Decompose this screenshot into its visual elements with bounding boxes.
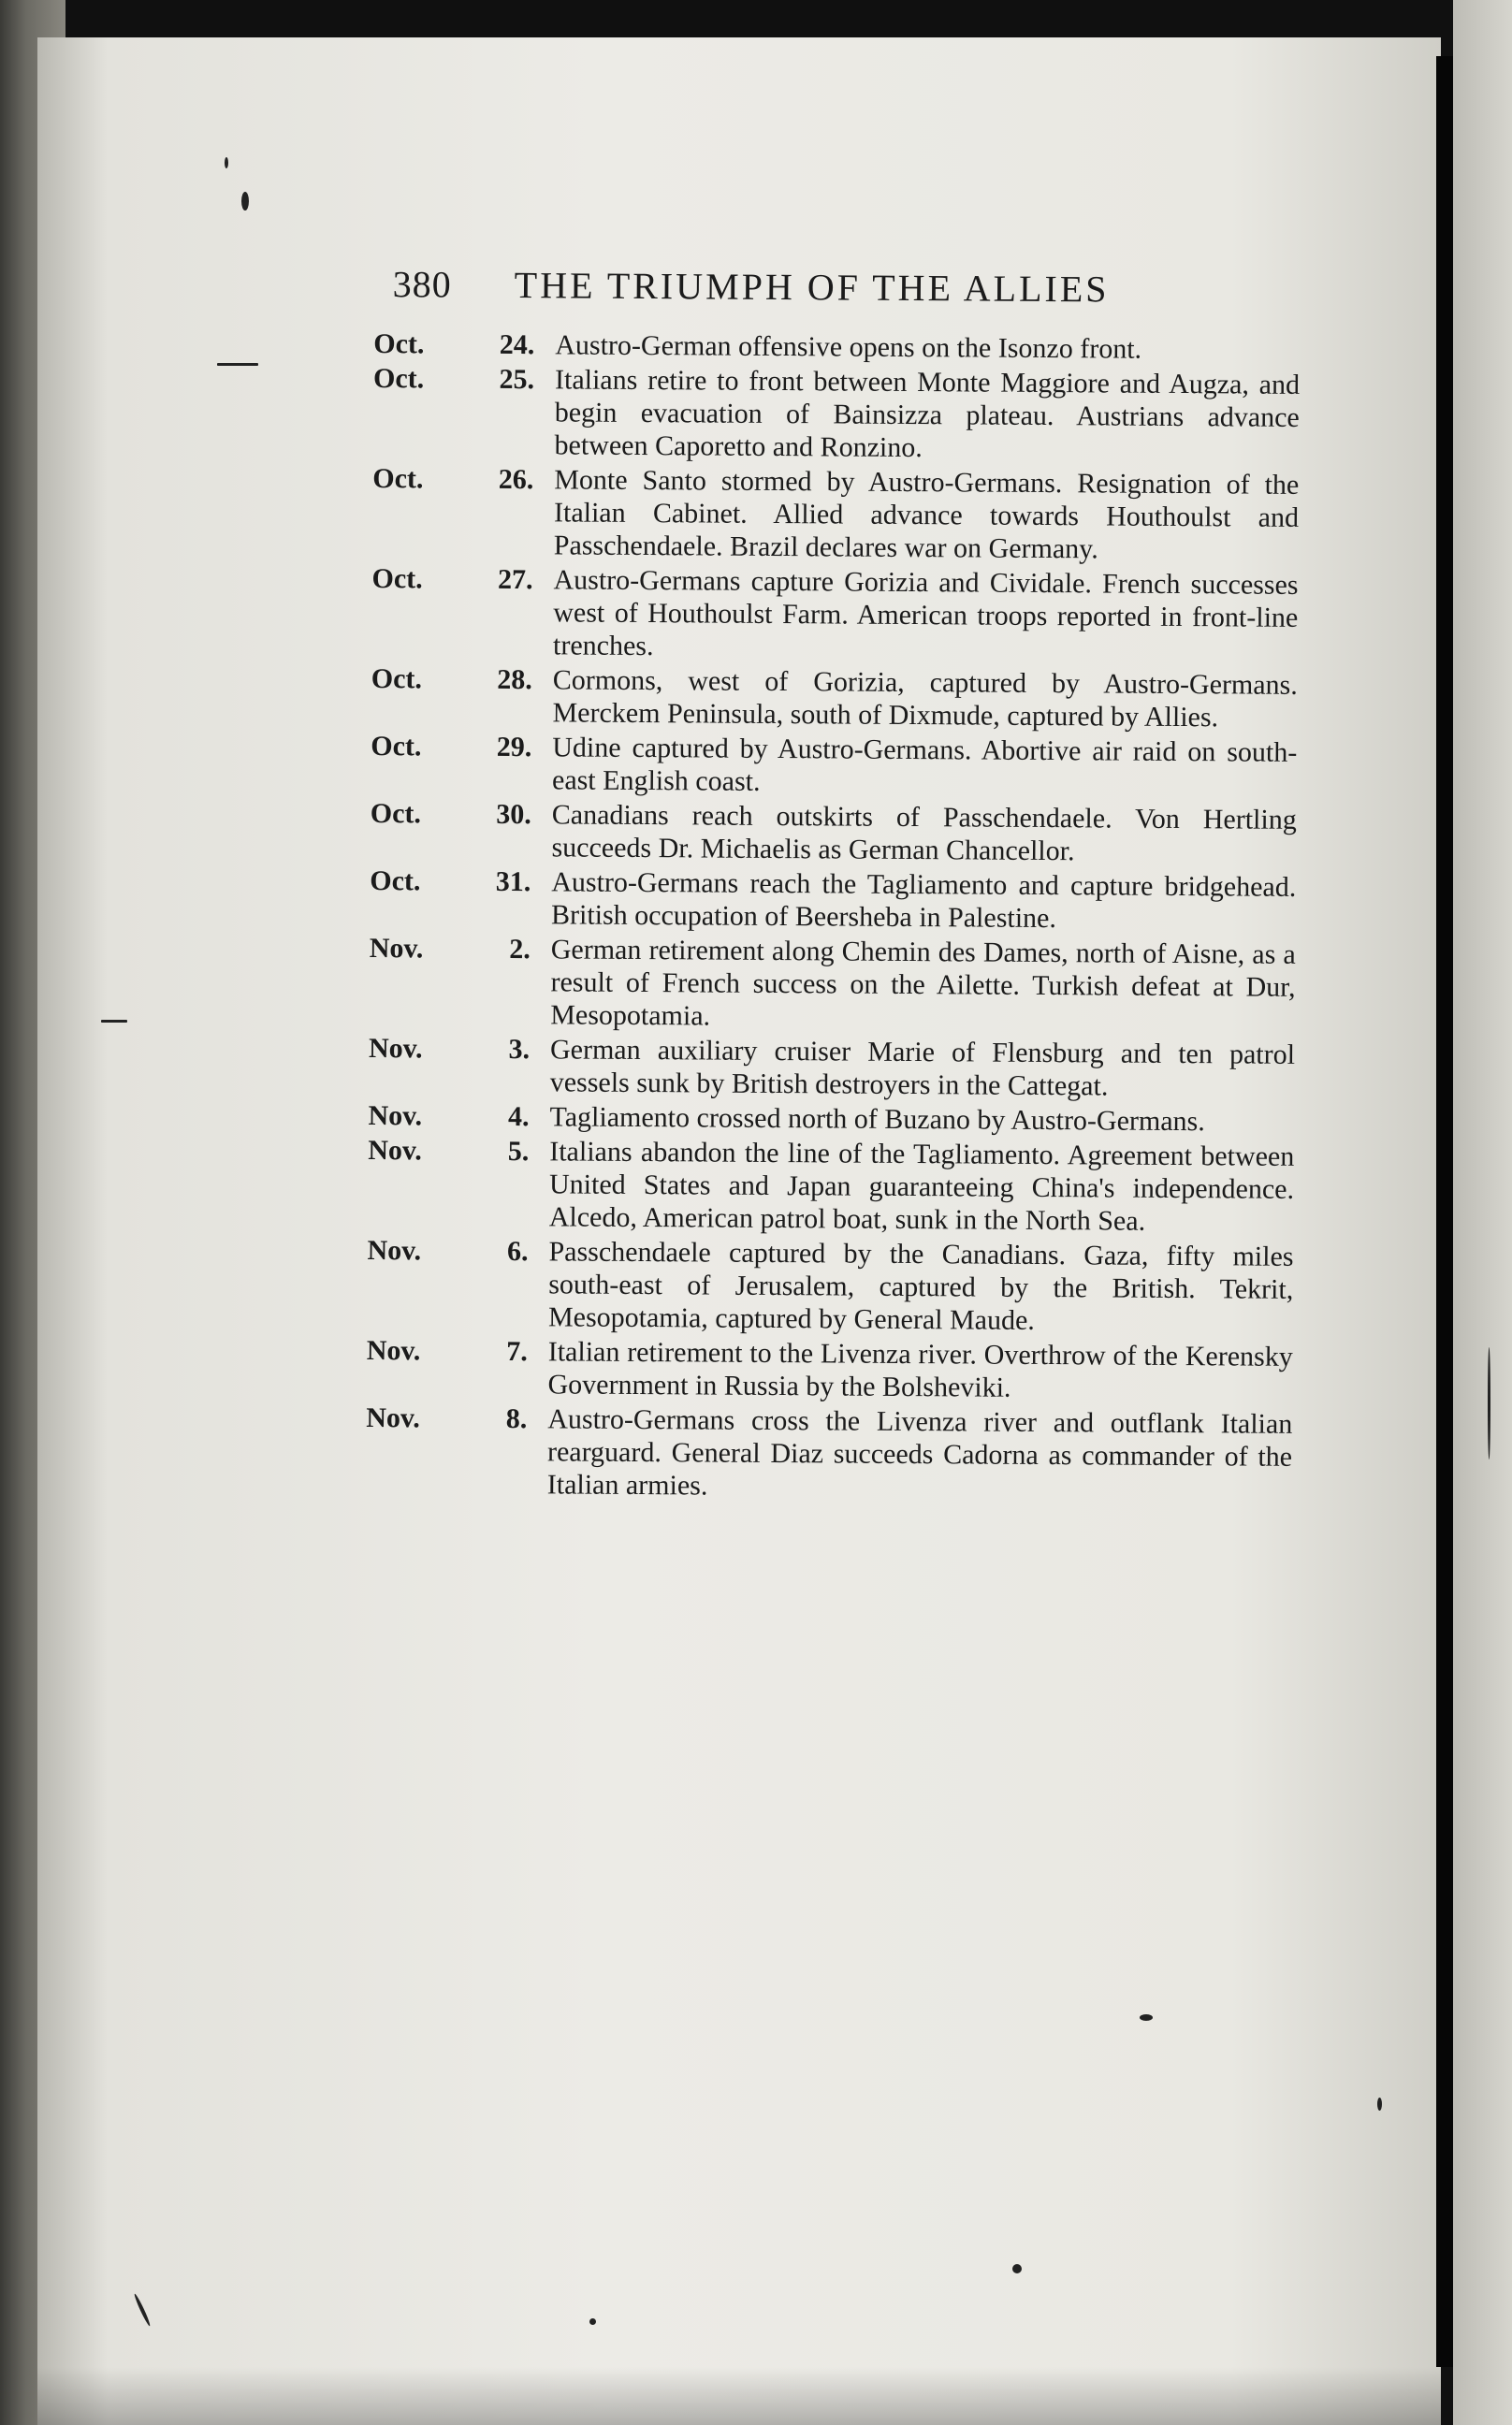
- entry-day: 7.: [506, 1336, 528, 1368]
- entry-day: 31.: [495, 865, 531, 898]
- entry-day: 8.: [505, 1403, 528, 1435]
- entry-day: 30.: [496, 798, 531, 831]
- entry-text: Austro-Germans reach the Tagliamento and capture bridgehead. British occupation of Beersheba in Palestine.: [550, 866, 1297, 935]
- entry-text: Passchendaele captured by the Canadians. Gaza, fifty miles south-east of Jerusalem, captured by the British. Tekrit, Mesopotamia, captured by General Maude.: [547, 1236, 1294, 1336]
- entry-text: Tagliamento crossed north of Buzano by Austro-Germans.: [549, 1101, 1205, 1138]
- entry-text: Austro-Germans capture Gorizia and Cividale. French successes west of Houthoulst Farm. American troops reported in front-line trenches.: [552, 564, 1299, 662]
- entry-month: Oct.: [370, 797, 422, 830]
- entry-text: Italians retire to front between Monte Maggiore and Augza, and begin evacuation of Bainsizza plateau. Austrians advance between Caporetto and Ronzino.: [554, 364, 1301, 464]
- entry-text: German retirement along Chemin des Dames, north of Aisne, as a result of French success on the Ailette. Turkish defeat at Dur, Mesopotamia.: [550, 934, 1296, 1032]
- entry-text: Italians abandon the line of the Tagliamento. Agreement between United States and Japan guaranteeing China's independence. Alcedo, American patrol boat, sunk in the North Sea.: [548, 1136, 1295, 1237]
- chronology-entry: [372, 362, 1300, 467]
- chronology-entry: [368, 1134, 1295, 1239]
- chronology-entry: [366, 1401, 1293, 1506]
- entry-day: 29.: [496, 731, 532, 763]
- entry-text: German auxiliary cruiser Marie of Flensburg and ten patrol vessels sunk by British destroyers in the Cattegat.: [549, 1034, 1296, 1102]
- entry-text: Austro-Germans cross the Livenza river and outflank Italian rearguard. General Diaz succeeds Cadorna as commander of the Italian armies.: [546, 1403, 1293, 1502]
- entry-month: Nov.: [369, 932, 424, 965]
- entry-day: 28.: [497, 663, 532, 696]
- chronology-entry: [371, 730, 1297, 802]
- chronology-entry: [370, 797, 1296, 869]
- entry-text: Monte Santo stormed by Austro-Germans. Resignation of the Italian Cabinet. Allied advance towards Houthoulst and Passchendaele. Brazil declares war on Germany.: [553, 464, 1300, 565]
- bottom-shadow: [37, 2367, 1441, 2425]
- entry-month: Nov.: [368, 1134, 422, 1167]
- entry-text: Udine captured by Austro-Germans. Abortive air raid on south-east English coast.: [551, 732, 1298, 797]
- right-page-edge: [1453, 0, 1512, 2425]
- entry-month: Nov.: [366, 1334, 421, 1367]
- entry-day: 5.: [507, 1136, 530, 1168]
- chronology-entry: [373, 327, 1300, 367]
- entry-month: Oct.: [370, 864, 421, 897]
- entry-text: Italian retirement to the Livenza river. Overthrow of the Kerensky Government in Russia by the Bolsheviki.: [547, 1336, 1293, 1403]
- chronology-entry: [372, 462, 1300, 567]
- entry-text: Austro-German offensive opens on the Isonzo front.: [555, 329, 1142, 365]
- entry-month: Oct.: [373, 327, 425, 360]
- page-text-block: [366, 253, 1301, 1508]
- running-title: THE TRIUMPH OF THE ALLIES: [514, 264, 1110, 311]
- chronology-entry: [369, 1032, 1295, 1104]
- chronology-entry: [371, 562, 1299, 667]
- entry-text: Canadians reach outskirts of Passchendaele. Von Hertling succeeds Dr. Michaelis as German Chancellor.: [551, 799, 1297, 867]
- book-gutter: [1436, 56, 1453, 2367]
- chronology-entry: [370, 864, 1296, 937]
- entry-month: Nov.: [368, 1032, 423, 1065]
- entry-day: 25.: [499, 363, 535, 396]
- entry-day: 27.: [497, 563, 533, 596]
- entry-day: 2.: [509, 934, 531, 966]
- entry-day: 6.: [506, 1236, 529, 1268]
- chronology-entry: [367, 1234, 1294, 1339]
- entry-text: Cormons, west of Gorizia, captured by Austro-Germans. Merckem Peninsula, south of Dixmude, captured by Allies.: [552, 664, 1298, 733]
- entry-day: 3.: [508, 1034, 531, 1066]
- page-number: 380: [392, 263, 452, 306]
- entry-month: Oct.: [371, 730, 422, 762]
- chronology-entry: [368, 1099, 1294, 1139]
- entry-month: Nov.: [366, 1401, 420, 1434]
- entry-month: Oct.: [372, 462, 424, 495]
- chronology-entry: [369, 932, 1296, 1037]
- running-head: [374, 253, 1301, 325]
- entry-month: Oct.: [372, 362, 425, 395]
- chronology-entry: [371, 662, 1297, 734]
- entry-month: Nov.: [367, 1234, 422, 1267]
- entry-month: Oct.: [371, 562, 423, 595]
- entry-month: Nov.: [368, 1099, 423, 1132]
- entry-day: 4.: [507, 1101, 530, 1133]
- entry-day: 26.: [498, 463, 534, 496]
- chronology-entry: [366, 1334, 1292, 1406]
- entry-month: Oct.: [371, 662, 423, 695]
- entry-day: 24.: [499, 328, 535, 361]
